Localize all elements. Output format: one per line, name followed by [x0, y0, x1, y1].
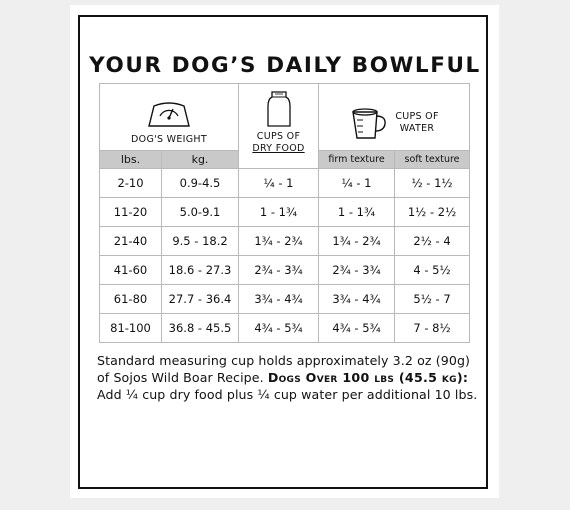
table-row — [100, 227, 470, 256]
water-label-line1: CUPS OF — [395, 111, 439, 122]
food-bag-icon — [266, 90, 292, 128]
firm-water-cell: 4¾ - 5¾ — [319, 314, 395, 343]
kg-column-header: kg. — [162, 151, 239, 169]
lbs-cell: 81-100 — [100, 314, 162, 343]
kg-cell: 36.8 - 45.5 — [162, 314, 239, 343]
footnote-line-3: Add ¼ cup dry food plus ¼ cup water per additional 10 lbs. — [97, 387, 478, 402]
table-row — [100, 285, 470, 314]
footnote — [97, 352, 487, 403]
feeding-table — [99, 83, 470, 343]
lbs-cell: 2-10 — [100, 169, 162, 198]
dry-food-cell: 1¾ - 2¾ — [239, 227, 319, 256]
firm-water-cell: 3¾ - 4¾ — [319, 285, 395, 314]
kg-cell: 5.0-9.1 — [162, 198, 239, 227]
dry-food-cell: ¼ - 1 — [239, 169, 319, 198]
chart-title: YOUR DOG’S DAILY BOWLFUL — [89, 53, 481, 78]
dry-food-label-line1: CUPS OF — [256, 131, 301, 142]
soft-water-cell: 7 - 8½ — [395, 314, 470, 343]
footnote-large-dogs-text: Dogs Over 100 lbs (45.5 kg): — [267, 370, 469, 385]
table-row — [100, 256, 470, 285]
dogs-weight-header — [100, 84, 239, 151]
dry-food-header — [239, 84, 319, 169]
soft-water-cell: 1½ - 2½ — [395, 198, 470, 227]
footnote-line-1: Standard measuring cup holds approximately 3.2 oz (90g) — [97, 353, 471, 368]
lbs-cell: 21-40 — [100, 227, 162, 256]
dry-food-cell: 2¾ - 3¾ — [239, 256, 319, 285]
firm-water-cell: 1¾ - 2¾ — [319, 227, 395, 256]
soft-water-cell: 2½ - 4 — [395, 227, 470, 256]
firm-water-cell: ¼ - 1 — [319, 169, 395, 198]
measuring-cup-icon — [349, 106, 389, 140]
scale-icon — [146, 100, 192, 128]
soft-water-cell: 5½ - 7 — [395, 285, 470, 314]
table-row — [100, 314, 470, 343]
lbs-column-header: lbs. — [100, 151, 162, 169]
table-row — [100, 169, 470, 198]
table-row — [100, 198, 470, 227]
firm-water-cell: 2¾ - 3¾ — [319, 256, 395, 285]
kg-cell: 18.6 - 27.3 — [162, 256, 239, 285]
kg-cell: 27.7 - 36.4 — [162, 285, 239, 314]
soft-water-cell: 4 - 5½ — [395, 256, 470, 285]
dry-food-cell: 4¾ - 5¾ — [239, 314, 319, 343]
soft-texture-column-header: soft texture — [395, 151, 470, 169]
dogs-weight-label: DOG'S WEIGHT — [131, 134, 207, 145]
kg-cell: 0.9-4.5 — [162, 169, 239, 198]
footnote-line-2 — [97, 369, 487, 386]
footnote-recipe-text: of Sojos Wild Boar Recipe. — [97, 370, 268, 385]
feeding-chart-card — [78, 15, 488, 489]
soft-water-cell: ½ - 1½ — [395, 169, 470, 198]
lbs-cell: 11-20 — [100, 198, 162, 227]
water-label-line2: WATER — [399, 123, 435, 134]
kg-cell: 9.5 - 18.2 — [162, 227, 239, 256]
lbs-cell: 61-80 — [100, 285, 162, 314]
dry-food-label-line2: DRY FOOD — [252, 143, 305, 154]
firm-water-cell: 1 - 1¾ — [319, 198, 395, 227]
water-header — [319, 84, 470, 151]
dry-food-cell: 3¾ - 4¾ — [239, 285, 319, 314]
firm-texture-column-header: firm texture — [319, 151, 395, 169]
dry-food-cell: 1 - 1¾ — [239, 198, 319, 227]
lbs-cell: 41-60 — [100, 256, 162, 285]
